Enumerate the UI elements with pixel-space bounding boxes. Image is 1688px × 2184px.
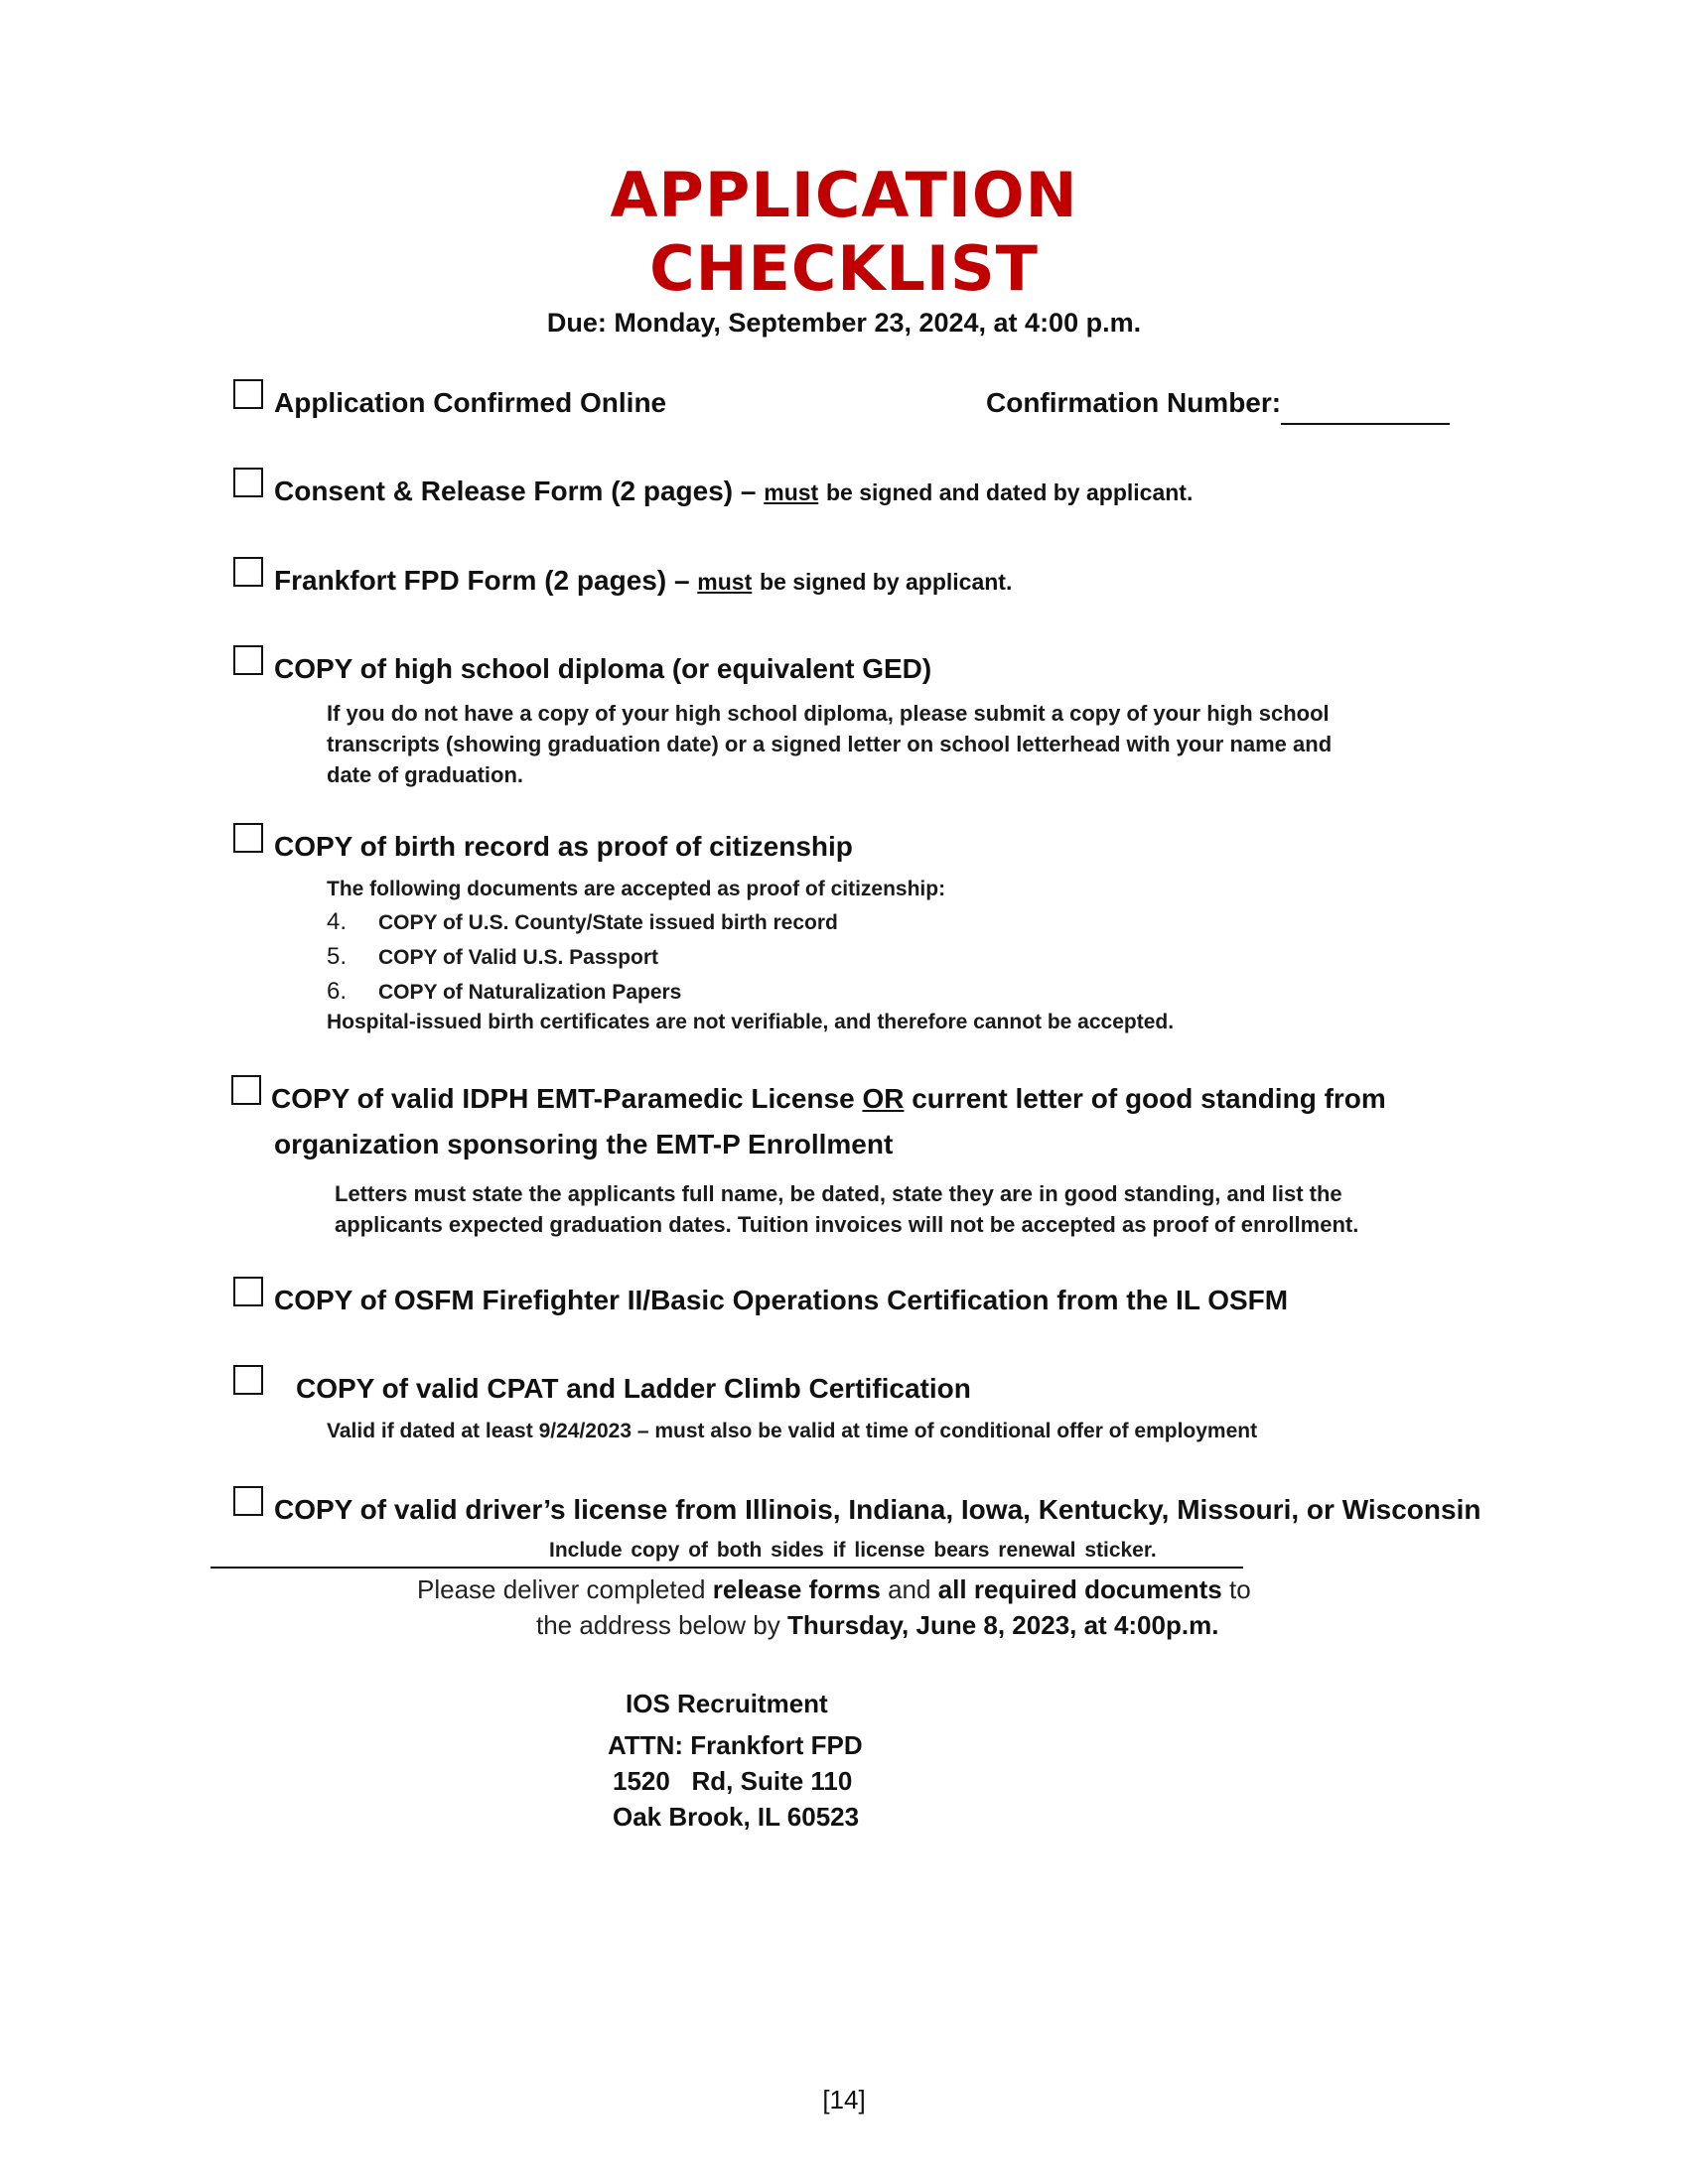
- list-number: 4.: [327, 908, 348, 935]
- diploma-note-line: If you do not have a copy of your high school diploma, please submit a copy of your high school: [327, 701, 1330, 726]
- address-city: Oak Brook, IL 60523: [613, 1802, 860, 1832]
- emt-label-part1: COPY of valid IDPH EMT-Paramedic License: [271, 1083, 855, 1114]
- checkbox-cpat[interactable]: [233, 1365, 263, 1395]
- emt-note-line: applicants expected graduation dates. Tuition invoices will not be accepted as proof of enrollment.: [335, 1212, 1359, 1237]
- address-attn: ATTN: Frankfort FPD: [608, 1730, 863, 1760]
- consent-must: must: [764, 479, 819, 505]
- item-label-osfm-firefighter: COPY of OSFM Firefighter II/Basic Operations Certification from the IL OSFM: [274, 1285, 1289, 1315]
- list-number: 5.: [327, 943, 348, 970]
- item-label-birth-record: COPY of birth record as proof of citizenship: [274, 831, 853, 862]
- delivery-deadline: Thursday, June 8, 2023, at 4:00p.m.: [786, 1610, 1219, 1640]
- item-label-cpat: COPY of valid CPAT and Ladder Climb Certification: [296, 1373, 971, 1404]
- item-label-consent-release: [274, 476, 1193, 507]
- checkbox-application-confirmed[interactable]: [233, 379, 263, 409]
- checkbox-drivers-license[interactable]: [233, 1486, 263, 1516]
- delivery-required-documents: all required documents: [937, 1574, 1222, 1604]
- checkbox-birth-record[interactable]: [233, 823, 263, 853]
- emt-note-line: Letters must state the applicants full name, be dated, state they are in good standing, and list the: [335, 1181, 1342, 1206]
- list-item: [327, 908, 838, 936]
- list-text: COPY of Valid U.S. Passport: [378, 946, 659, 969]
- frankfort-rest: be signed by applicant.: [760, 569, 1013, 595]
- delivery-text: to: [1229, 1574, 1251, 1604]
- address-recipient: IOS Recruitment: [626, 1689, 828, 1718]
- confirmation-number-field[interactable]: [1281, 423, 1450, 425]
- citizenship-intro: The following documents are accepted as proof of citizenship:: [327, 878, 946, 900]
- list-text: COPY of Naturalization Papers: [378, 981, 682, 1004]
- frankfort-must: must: [697, 569, 753, 595]
- list-item: [327, 978, 681, 1006]
- item-label-frankfort-fpd-form: [274, 565, 1012, 597]
- cpat-note: Valid if dated at least 9/24/2023 – must also be valid at time of conditional offer of employment: [327, 1420, 1258, 1442]
- emt-label-part2: current letter of good standing from: [912, 1083, 1386, 1114]
- list-text: COPY of U.S. County/State issued birth record: [378, 911, 838, 934]
- item-label-emt-paramedic: [271, 1083, 1386, 1115]
- checkbox-consent-release[interactable]: [233, 468, 263, 497]
- delivery-release-forms: release forms: [712, 1574, 881, 1604]
- diploma-note-line: transcripts (showing graduation date) or a signed letter on school letterhead with your name and: [327, 732, 1333, 756]
- page-title-line1: APPLICATION: [610, 159, 1078, 231]
- consent-rest: be signed and dated by applicant.: [826, 479, 1194, 505]
- delivery-line1: [417, 1574, 1251, 1605]
- emt-note: [335, 1178, 1358, 1240]
- citizenship-footer: Hospital-issued birth certificates are not verifiable, and therefore cannot be accepted.: [327, 1011, 1175, 1033]
- drivers-license-note: Include copy of both sides if license bears renewal sticker.: [549, 1539, 1157, 1562]
- frankfort-form-title: Frankfort FPD Form (2 pages) –: [274, 565, 690, 596]
- consent-release-title: Consent & Release Form (2 pages) –: [274, 476, 757, 506]
- checkbox-frankfort-fpd-form[interactable]: [233, 557, 263, 587]
- list-item: [327, 943, 658, 971]
- item-label-application-confirmed: Application Confirmed Online: [274, 387, 667, 418]
- checkbox-diploma[interactable]: [233, 645, 263, 675]
- list-number: 6.: [327, 978, 348, 1005]
- item-label-diploma: COPY of high school diploma (or equivalent GED): [274, 653, 932, 684]
- page-number: [14]: [822, 2085, 866, 2115]
- delivery-text: the address below by: [536, 1610, 780, 1640]
- emt-label-or: OR: [862, 1083, 905, 1114]
- delivery-text: Please deliver completed: [417, 1574, 706, 1604]
- delivery-line2: [536, 1610, 1218, 1641]
- confirmation-number-label: Confirmation Number:: [986, 387, 1282, 418]
- due-date: Due: Monday, September 23, 2024, at 4:00 p.m.: [546, 308, 1142, 338]
- checkbox-osfm-firefighter[interactable]: [233, 1277, 263, 1306]
- address-street: 1520 Rd, Suite 110: [613, 1766, 853, 1796]
- checkbox-emt-paramedic[interactable]: [231, 1075, 261, 1105]
- divider-line: [211, 1567, 1243, 1569]
- item-label-drivers-license: COPY of valid driver’s license from Illinois, Indiana, Iowa, Kentucky, Missouri, or Wisconsin: [274, 1494, 1481, 1525]
- page-title-line2: CHECKLIST: [649, 232, 1039, 305]
- emt-label-line2: organization sponsoring the EMT-P Enrollment: [274, 1129, 894, 1160]
- diploma-note-line: date of graduation.: [327, 762, 523, 787]
- delivery-text: and: [888, 1574, 931, 1604]
- diploma-note: [327, 698, 1332, 790]
